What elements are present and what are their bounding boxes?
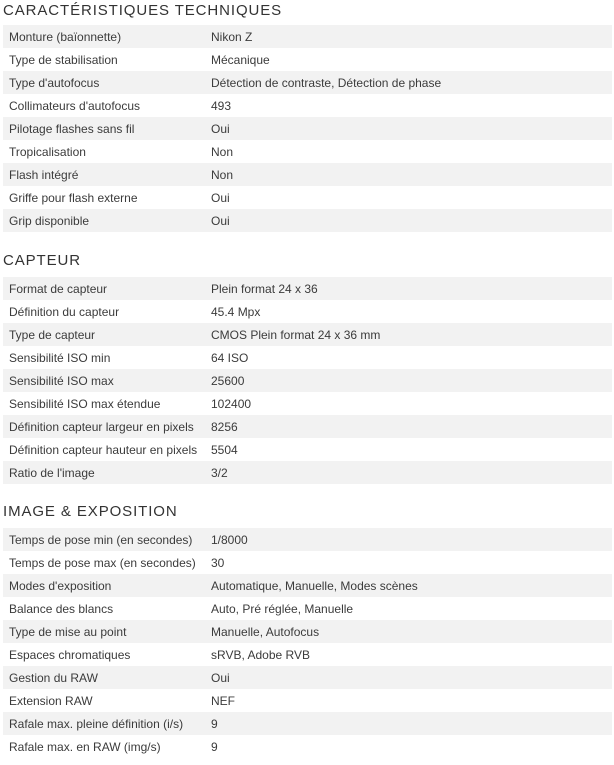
table-row	[3, 140, 612, 163]
row-value: 3/2	[211, 465, 228, 480]
row-value: 9	[211, 739, 218, 754]
table-row	[3, 209, 612, 232]
row-label: Format de capteur	[9, 281, 108, 296]
section-title: CAPTEUR	[3, 252, 81, 269]
spec-table	[3, 25, 612, 232]
row-label: Extension RAW	[9, 693, 93, 708]
row-value: Oui	[211, 670, 230, 685]
table-row	[3, 689, 612, 712]
table-row	[3, 597, 612, 620]
row-label: Temps de pose min (en secondes)	[9, 532, 193, 547]
row-value: Non	[211, 167, 234, 182]
table-row	[3, 186, 612, 209]
table-row	[3, 323, 612, 346]
row-label: Monture (baïonnette)	[9, 29, 122, 44]
table-row	[3, 71, 612, 94]
row-value: Manuelle, Autofocus	[211, 624, 320, 639]
table-row	[3, 712, 612, 735]
spec-table	[3, 277, 612, 484]
row-label: Définition capteur hauteur en pixels	[9, 442, 198, 457]
row-label: Modes d'exposition	[9, 578, 112, 593]
row-label: Sensibilité ISO max étendue	[9, 396, 161, 411]
row-value: 45.4 Mpx	[211, 304, 261, 319]
row-label: Type de stabilisation	[9, 52, 118, 67]
table-row	[3, 277, 612, 300]
table-row	[3, 300, 612, 323]
table-row	[3, 574, 612, 597]
row-label: Pilotage flashes sans fil	[9, 121, 135, 136]
table-row	[3, 666, 612, 689]
table-row	[3, 415, 612, 438]
section-title: IMAGE & EXPOSITION	[3, 503, 178, 520]
row-value: Oui	[211, 213, 230, 228]
table-row	[3, 346, 612, 369]
row-label: Sensibilité ISO min	[9, 350, 111, 365]
table-row	[3, 369, 612, 392]
row-value: Auto, Pré réglée, Manuelle	[211, 601, 354, 616]
row-value: Détection de contraste, Détection de phase	[211, 75, 442, 90]
table-row	[3, 735, 612, 758]
table-row	[3, 117, 612, 140]
row-label: Gestion du RAW	[9, 670, 98, 685]
spec-table	[3, 528, 612, 758]
table-row	[3, 392, 612, 415]
row-value: Non	[211, 144, 234, 159]
row-label: Sensibilité ISO max	[9, 373, 114, 388]
row-value: NEF	[211, 693, 235, 708]
row-value: 9	[211, 716, 218, 731]
row-label: Type de mise au point	[9, 624, 127, 639]
row-value: Oui	[211, 190, 230, 205]
row-value: 64 ISO	[211, 350, 249, 365]
row-label: Temps de pose max (en secondes)	[9, 555, 196, 570]
row-value: Automatique, Manuelle, Modes scènes	[211, 578, 418, 593]
row-label: Rafale max. en RAW (img/s)	[9, 739, 161, 754]
table-row	[3, 551, 612, 574]
row-label: Espaces chromatiques	[9, 647, 131, 662]
row-value: sRVB, Adobe RVB	[211, 647, 310, 662]
row-value: 30	[211, 555, 225, 570]
row-value: 102400	[211, 396, 252, 411]
row-label: Définition capteur largeur en pixels	[9, 419, 194, 434]
row-value: 5504	[211, 442, 238, 457]
table-row	[3, 94, 612, 117]
table-row	[3, 25, 612, 48]
table-row	[3, 461, 612, 484]
row-value: 493	[211, 98, 232, 113]
table-row	[3, 620, 612, 643]
row-value: 8256	[211, 419, 238, 434]
row-value: 25600	[211, 373, 245, 388]
row-value: CMOS Plein format 24 x 36 mm	[211, 327, 381, 342]
row-label: Type d'autofocus	[9, 75, 100, 90]
table-row	[3, 163, 612, 186]
row-label: Tropicalisation	[9, 144, 86, 159]
table-row	[3, 438, 612, 461]
row-label: Type de capteur	[9, 327, 96, 342]
table-row	[3, 48, 612, 71]
section-title: CARACTÉRISTIQUES TECHNIQUES	[3, 2, 283, 19]
row-label: Rafale max. pleine définition (i/s)	[9, 716, 184, 731]
row-label: Grip disponible	[9, 213, 90, 228]
row-label: Définition du capteur	[9, 304, 120, 319]
table-row	[3, 528, 612, 551]
row-value: Plein format 24 x 36	[211, 281, 318, 296]
table-row	[3, 643, 612, 666]
row-value: Nikon Z	[211, 29, 253, 44]
row-value: Mécanique	[211, 52, 270, 67]
row-value: 1/8000	[211, 532, 248, 547]
row-label: Collimateurs d'autofocus	[9, 98, 141, 113]
row-label: Griffe pour flash externe	[9, 190, 138, 205]
row-label: Ratio de l'image	[9, 465, 95, 480]
row-label: Balance des blancs	[9, 601, 114, 616]
row-label: Flash intégré	[9, 167, 79, 182]
row-value: Oui	[211, 121, 230, 136]
